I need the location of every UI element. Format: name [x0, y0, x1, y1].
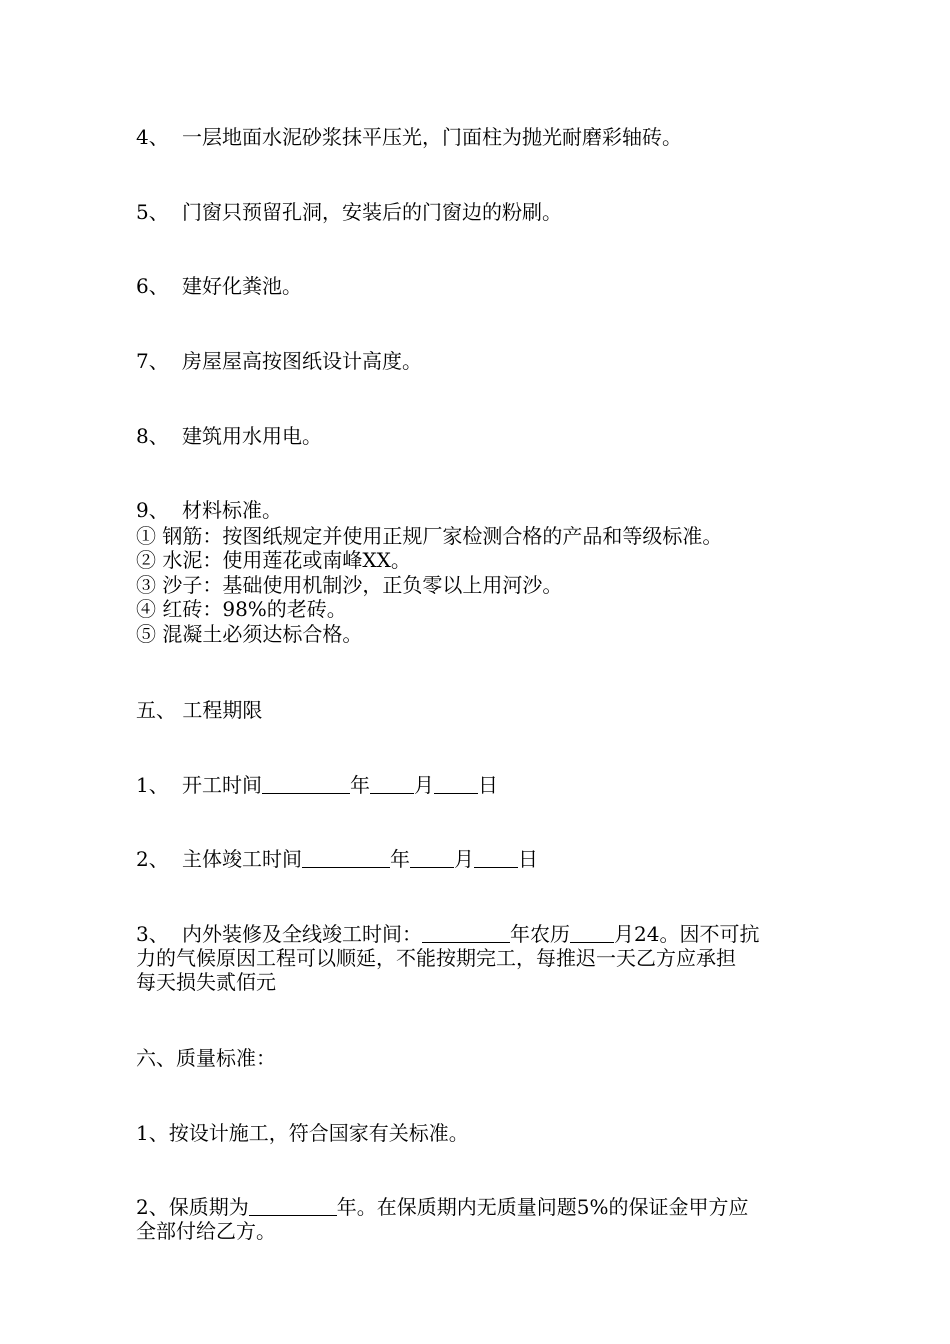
paragraph-line: 全部付给乙方。: [136, 1219, 276, 1243]
blank-field[interactable]: [410, 849, 454, 868]
material-item: ③ 沙子：基础使用机制沙，正负零以上用河沙。: [136, 573, 563, 597]
list-item: 4、 一层地面水泥砂浆抹平压光，门面柱为抛光耐磨彩轴砖。: [136, 125, 682, 149]
paragraph-line: 力的气候原因工程可以顺延，不能按期完工，每推迟一天乙方应承担: [136, 946, 736, 970]
list-item: 3、 内外装修及全线竣工时间： 年农历 月24。因不可抗: [136, 922, 760, 946]
material-item: ① 钢筋：按图纸规定并使用正规厂家检测合格的产品和等级标准。: [136, 524, 723, 548]
blank-field[interactable]: [434, 775, 478, 794]
list-item: 1、按设计施工，符合国家有关标准。: [136, 1121, 469, 1145]
list-item: 2、保质期为 年。在保质期内无质量问题5%的保证金甲方应: [136, 1195, 749, 1219]
list-item: 5、 门窗只预留孔洞，安装后的门窗边的粉刷。: [136, 200, 562, 224]
blank-field[interactable]: [370, 775, 414, 794]
blank-field[interactable]: [302, 849, 390, 868]
list-item: 8、 建筑用水用电。: [136, 424, 322, 448]
blank-field[interactable]: [422, 924, 510, 943]
blank-field[interactable]: [262, 775, 350, 794]
paragraph-line: 每天损失贰佰元: [136, 970, 276, 994]
list-item: 7、 房屋屋高按图纸设计高度。: [136, 349, 422, 373]
blank-field[interactable]: [570, 924, 614, 943]
list-item: 1、 开工时间 年 月 日: [136, 773, 498, 797]
material-item: ④ 红砖：98%的老砖。: [136, 597, 347, 621]
section-heading: 五、 工程期限: [136, 698, 263, 722]
material-item: ② 水泥：使用莲花或南峰XX。: [136, 548, 411, 572]
section-heading: 六、质量标准：: [136, 1046, 276, 1070]
material-item: ⑤ 混凝土必须达标合格。: [136, 622, 363, 646]
list-item: 2、 主体竣工时间 年 月 日: [136, 847, 538, 871]
blank-field[interactable]: [249, 1197, 337, 1216]
blank-field[interactable]: [474, 849, 518, 868]
list-item: 9、 材料标准。: [136, 498, 282, 522]
list-item: 6、 建好化粪池。: [136, 274, 302, 298]
